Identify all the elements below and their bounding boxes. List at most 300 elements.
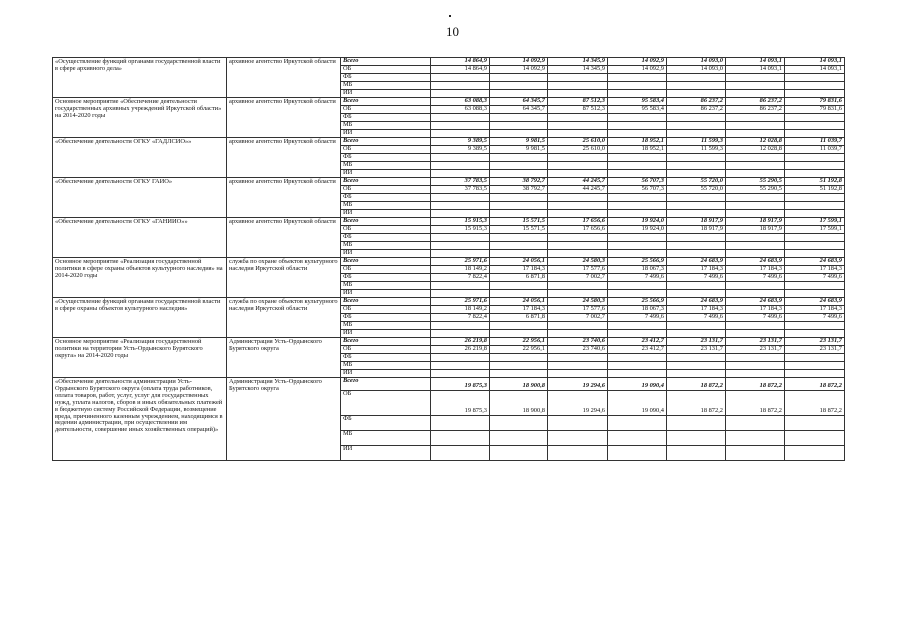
table-row	[53, 58, 845, 66]
amount-cell: 51 192,8	[785, 186, 845, 194]
amount-cell	[726, 74, 785, 82]
amount-cell: 25 566,9	[608, 258, 667, 266]
amount-cell	[608, 242, 667, 250]
amount-cell	[431, 330, 490, 338]
amount-cell: 44 245,7	[548, 186, 608, 194]
funding-source: ИИ	[341, 370, 431, 378]
amount-cell	[431, 362, 490, 370]
amount-cell	[608, 130, 667, 138]
funding-source: ФБ	[341, 234, 431, 242]
amount-cell: 18 872,2	[785, 391, 845, 416]
amount-cell	[490, 416, 548, 431]
amount-cell	[548, 362, 608, 370]
amount-cell	[490, 354, 548, 362]
amount-cell	[667, 282, 726, 290]
amount-cell: 24 683,9	[667, 258, 726, 266]
amount-cell	[490, 114, 548, 122]
amount-cell: 23 412,7	[608, 346, 667, 354]
funding-source: Всего	[341, 218, 431, 226]
amount-cell	[548, 210, 608, 218]
amount-cell	[608, 431, 667, 446]
amount-cell	[431, 90, 490, 98]
amount-cell	[667, 354, 726, 362]
amount-cell: 25 610,0	[548, 138, 608, 146]
amount-cell	[726, 250, 785, 258]
amount-cell	[431, 354, 490, 362]
activity-name: «Обеспечение деятельности ОГКУ «ГАНИИО»»	[53, 218, 227, 258]
funding-source: ИИ	[341, 330, 431, 338]
funding-source: ИИ	[341, 170, 431, 178]
funding-source: МБ	[341, 362, 431, 370]
amount-cell	[431, 250, 490, 258]
amount-cell: 6 871,8	[490, 314, 548, 322]
activity-name: Основное мероприятие «Реализация государственной политики на территории Усть-Ордынского Бурятского округа» на 2014-2020 годы	[53, 338, 227, 378]
executor: Администрация Усть-Ордынского Бурятского округа	[227, 338, 341, 378]
amount-cell	[548, 330, 608, 338]
amount-cell	[490, 154, 548, 162]
funding-source: Всего	[341, 98, 431, 106]
amount-cell	[490, 250, 548, 258]
amount-cell: 14 345,9	[548, 66, 608, 74]
amount-cell	[726, 446, 785, 461]
amount-cell	[726, 370, 785, 378]
funding-source: ОБ	[341, 226, 431, 234]
amount-cell	[490, 330, 548, 338]
amount-cell: 14 093,0	[667, 66, 726, 74]
amount-cell	[608, 90, 667, 98]
amount-cell	[726, 90, 785, 98]
amount-cell: 37 783,5	[431, 178, 490, 186]
amount-cell: 11 039,7	[785, 138, 845, 146]
amount-cell	[726, 194, 785, 202]
amount-cell: 14 093,1	[785, 66, 845, 74]
table-row	[53, 178, 845, 186]
amount-cell: 86 237,2	[726, 106, 785, 114]
table-row	[53, 138, 845, 146]
amount-cell	[726, 202, 785, 210]
amount-cell	[608, 290, 667, 298]
amount-cell: 18 900,8	[490, 378, 548, 391]
amount-cell	[667, 362, 726, 370]
amount-cell: 18 067,3	[608, 306, 667, 314]
amount-cell: 11 599,3	[667, 138, 726, 146]
amount-cell	[548, 242, 608, 250]
amount-cell: 7 499,6	[726, 314, 785, 322]
amount-cell: 38 792,7	[490, 186, 548, 194]
amount-cell: 7 499,6	[667, 314, 726, 322]
amount-cell	[608, 154, 667, 162]
amount-cell	[431, 242, 490, 250]
executor: архивное агентство Иркутской области	[227, 178, 341, 218]
amount-cell	[785, 242, 845, 250]
funding-source: МБ	[341, 242, 431, 250]
amount-cell: 79 831,6	[785, 106, 845, 114]
activity-name: Основное мероприятие «Реализация государственной политики в сфере охраны объектов культурного наследия» на 2014-2020 годы	[53, 258, 227, 298]
amount-cell	[726, 431, 785, 446]
amount-cell	[667, 330, 726, 338]
amount-cell: 19 924,0	[608, 218, 667, 226]
amount-cell: 14 092,9	[490, 58, 548, 66]
amount-cell: 18 872,2	[667, 391, 726, 416]
amount-cell: 19 875,3	[431, 378, 490, 391]
amount-cell: 17 577,6	[548, 266, 608, 274]
amount-cell	[785, 250, 845, 258]
amount-cell	[548, 122, 608, 130]
amount-cell	[431, 114, 490, 122]
funding-source: Всего	[341, 298, 431, 306]
amount-cell	[548, 282, 608, 290]
amount-cell	[667, 416, 726, 431]
amount-cell	[785, 370, 845, 378]
amount-cell: 23 131,7	[667, 346, 726, 354]
amount-cell	[726, 82, 785, 90]
amount-cell: 86 237,2	[667, 106, 726, 114]
amount-cell	[726, 154, 785, 162]
funding-source: МБ	[341, 82, 431, 90]
amount-cell: 7 002,7	[548, 274, 608, 282]
amount-cell	[667, 234, 726, 242]
executor: архивное агентство Иркутской области	[227, 138, 341, 178]
amount-cell	[490, 202, 548, 210]
amount-cell: 18 917,9	[726, 226, 785, 234]
amount-cell	[548, 114, 608, 122]
funding-source: ОБ	[341, 146, 431, 154]
funding-source: Всего	[341, 378, 431, 391]
amount-cell: 17 184,3	[490, 306, 548, 314]
amount-cell	[667, 114, 726, 122]
amount-cell: 23 740,6	[548, 338, 608, 346]
amount-cell	[548, 416, 608, 431]
amount-cell	[667, 250, 726, 258]
amount-cell	[608, 82, 667, 90]
amount-cell: 23 131,7	[726, 338, 785, 346]
amount-cell: 24 056,1	[490, 298, 548, 306]
amount-cell	[785, 170, 845, 178]
amount-cell	[667, 162, 726, 170]
amount-cell: 23 131,7	[785, 338, 845, 346]
amount-cell	[490, 362, 548, 370]
amount-cell	[667, 170, 726, 178]
amount-cell	[726, 416, 785, 431]
table-row	[53, 298, 845, 306]
amount-cell	[548, 130, 608, 138]
amount-cell	[667, 210, 726, 218]
amount-cell	[785, 234, 845, 242]
amount-cell: 7 499,6	[667, 274, 726, 282]
funding-source: ФБ	[341, 154, 431, 162]
amount-cell	[608, 330, 667, 338]
amount-cell	[608, 250, 667, 258]
amount-cell	[785, 114, 845, 122]
table-row	[53, 98, 845, 106]
amount-cell: 17 184,3	[726, 306, 785, 314]
amount-cell: 14 092,9	[608, 58, 667, 66]
funding-source: ФБ	[341, 274, 431, 282]
amount-cell: 18 067,3	[608, 266, 667, 274]
amount-cell: 56 707,3	[608, 178, 667, 186]
amount-cell	[785, 194, 845, 202]
amount-cell	[490, 130, 548, 138]
amount-cell	[608, 210, 667, 218]
amount-cell: 15 915,3	[431, 218, 490, 226]
amount-cell: 18 917,9	[667, 218, 726, 226]
amount-cell	[785, 162, 845, 170]
amount-cell: 24 580,3	[548, 258, 608, 266]
amount-cell: 11 039,7	[785, 146, 845, 154]
executor: архивное агентство Иркутской области	[227, 58, 341, 98]
amount-cell	[785, 354, 845, 362]
activity-name: «Обеспечение деятельности ОГКУ ГАИО»	[53, 178, 227, 218]
amount-cell	[785, 122, 845, 130]
amount-cell	[548, 74, 608, 82]
amount-cell: 17 656,6	[548, 218, 608, 226]
amount-cell: 14 093,1	[726, 66, 785, 74]
amount-cell	[490, 74, 548, 82]
amount-cell: 51 192,8	[785, 178, 845, 186]
amount-cell	[785, 362, 845, 370]
amount-cell	[785, 154, 845, 162]
amount-cell: 18 149,2	[431, 306, 490, 314]
amount-cell: 14 093,1	[785, 58, 845, 66]
amount-cell	[548, 90, 608, 98]
amount-cell	[726, 362, 785, 370]
amount-cell	[548, 162, 608, 170]
amount-cell	[431, 170, 490, 178]
amount-cell	[490, 282, 548, 290]
amount-cell: 55 720,0	[667, 178, 726, 186]
amount-cell: 7 822,4	[431, 314, 490, 322]
amount-cell	[726, 354, 785, 362]
amount-cell	[548, 354, 608, 362]
amount-cell	[608, 234, 667, 242]
amount-cell	[785, 74, 845, 82]
amount-cell: 17 184,3	[667, 306, 726, 314]
amount-cell	[785, 330, 845, 338]
amount-cell	[785, 322, 845, 330]
amount-cell	[667, 446, 726, 461]
amount-cell	[431, 322, 490, 330]
amount-cell	[548, 234, 608, 242]
amount-cell: 14 093,1	[726, 58, 785, 66]
amount-cell	[548, 290, 608, 298]
amount-cell: 19 090,4	[608, 378, 667, 391]
funding-source: ОБ	[341, 266, 431, 274]
amount-cell	[431, 162, 490, 170]
amount-cell: 7 499,6	[608, 274, 667, 282]
funding-source: ФБ	[341, 314, 431, 322]
amount-cell	[490, 242, 548, 250]
amount-cell: 14 864,9	[431, 58, 490, 66]
amount-cell	[608, 74, 667, 82]
activity-name: «Обеспечение деятельности ОГКУ «ГАДЛСИО»»	[53, 138, 227, 178]
amount-cell: 25 971,6	[431, 298, 490, 306]
scan-speck	[449, 15, 451, 17]
amount-cell: 17 184,3	[490, 266, 548, 274]
amount-cell	[608, 194, 667, 202]
amount-cell: 17 599,1	[785, 226, 845, 234]
amount-cell	[548, 82, 608, 90]
funding-source: ОБ	[341, 66, 431, 74]
amount-cell: 18 872,2	[726, 391, 785, 416]
amount-cell: 23 412,7	[608, 338, 667, 346]
amount-cell: 55 720,0	[667, 186, 726, 194]
amount-cell: 9 981,5	[490, 138, 548, 146]
amount-cell	[490, 210, 548, 218]
amount-cell: 9 389,5	[431, 146, 490, 154]
amount-cell	[608, 446, 667, 461]
funding-source: МБ	[341, 202, 431, 210]
amount-cell	[726, 234, 785, 242]
amount-cell: 23 740,6	[548, 346, 608, 354]
amount-cell: 14 345,9	[548, 58, 608, 66]
amount-cell: 7 499,6	[785, 314, 845, 322]
amount-cell: 18 917,9	[726, 218, 785, 226]
amount-cell	[785, 431, 845, 446]
amount-cell	[667, 370, 726, 378]
amount-cell: 24 683,9	[726, 298, 785, 306]
amount-cell	[726, 210, 785, 218]
amount-cell	[726, 170, 785, 178]
amount-cell: 24 683,9	[667, 298, 726, 306]
amount-cell	[431, 122, 490, 130]
amount-cell: 64 345,7	[490, 106, 548, 114]
amount-cell	[548, 250, 608, 258]
amount-cell: 7 822,4	[431, 274, 490, 282]
funding-source: МБ	[341, 162, 431, 170]
amount-cell	[726, 114, 785, 122]
amount-cell: 11 599,3	[667, 146, 726, 154]
activity-name: «Осуществление функций органами государственной власти в сфере охраны объектов культурного наследия»	[53, 298, 227, 338]
amount-cell: 7 499,6	[726, 274, 785, 282]
funding-source: МБ	[341, 322, 431, 330]
amount-cell: 15 571,5	[490, 226, 548, 234]
amount-cell	[490, 290, 548, 298]
amount-cell: 25 610,0	[548, 146, 608, 154]
amount-cell: 22 956,1	[490, 346, 548, 354]
budget-table	[52, 57, 845, 461]
amount-cell: 19 294,6	[548, 378, 608, 391]
amount-cell	[490, 234, 548, 242]
amount-cell: 25 971,6	[431, 258, 490, 266]
amount-cell	[726, 330, 785, 338]
amount-cell	[785, 202, 845, 210]
amount-cell	[667, 202, 726, 210]
amount-cell: 55 290,5	[726, 186, 785, 194]
funding-source: ИИ	[341, 210, 431, 218]
amount-cell: 9 981,5	[490, 146, 548, 154]
amount-cell: 14 092,9	[608, 66, 667, 74]
executor: архивное агентство Иркутской области	[227, 218, 341, 258]
executor: архивное агентство Иркутской области	[227, 98, 341, 138]
amount-cell	[608, 362, 667, 370]
amount-cell	[548, 322, 608, 330]
amount-cell	[548, 194, 608, 202]
funding-source: МБ	[341, 122, 431, 130]
amount-cell	[431, 194, 490, 202]
amount-cell: 44 245,7	[548, 178, 608, 186]
amount-cell	[667, 322, 726, 330]
amount-cell: 18 900,8	[490, 391, 548, 416]
amount-cell	[431, 210, 490, 218]
amount-cell: 86 237,2	[726, 98, 785, 106]
amount-cell	[431, 282, 490, 290]
funding-source: ФБ	[341, 114, 431, 122]
amount-cell	[490, 446, 548, 461]
amount-cell: 26 219,8	[431, 346, 490, 354]
amount-cell: 24 683,9	[726, 258, 785, 266]
amount-cell: 87 512,3	[548, 98, 608, 106]
amount-cell	[785, 282, 845, 290]
amount-cell	[667, 122, 726, 130]
amount-cell	[667, 154, 726, 162]
amount-cell: 24 683,9	[785, 298, 845, 306]
funding-source: ФБ	[341, 354, 431, 362]
amount-cell: 17 184,3	[726, 266, 785, 274]
page-number: 10	[446, 24, 459, 39]
amount-cell	[608, 114, 667, 122]
funding-source: ИИ	[341, 290, 431, 298]
amount-cell: 24 683,9	[785, 258, 845, 266]
amount-cell: 19 294,6	[548, 391, 608, 416]
amount-cell: 18 952,1	[608, 146, 667, 154]
funding-source: МБ	[341, 431, 431, 446]
amount-cell	[608, 416, 667, 431]
amount-cell	[608, 370, 667, 378]
funding-source: Всего	[341, 138, 431, 146]
amount-cell	[490, 370, 548, 378]
amount-cell	[785, 130, 845, 138]
funding-source: Всего	[341, 58, 431, 66]
amount-cell: 19 090,4	[608, 391, 667, 416]
amount-cell	[785, 446, 845, 461]
amount-cell	[548, 202, 608, 210]
amount-cell	[726, 130, 785, 138]
amount-cell: 17 656,6	[548, 226, 608, 234]
amount-cell: 7 002,7	[548, 314, 608, 322]
amount-cell: 79 831,6	[785, 98, 845, 106]
amount-cell: 7 499,6	[608, 314, 667, 322]
amount-cell	[490, 431, 548, 446]
executor: служба по охране объектов культурного наследия Иркутской области	[227, 298, 341, 338]
amount-cell: 12 028,8	[726, 146, 785, 154]
amount-cell	[431, 82, 490, 90]
amount-cell	[431, 130, 490, 138]
amount-cell: 23 131,7	[667, 338, 726, 346]
funding-source: ОБ	[341, 346, 431, 354]
amount-cell: 18 872,2	[785, 378, 845, 391]
amount-cell	[490, 170, 548, 178]
funding-source: МБ	[341, 282, 431, 290]
amount-cell: 19 924,0	[608, 226, 667, 234]
amount-cell: 87 512,3	[548, 106, 608, 114]
amount-cell	[667, 194, 726, 202]
funding-source: ИИ	[341, 446, 431, 461]
amount-cell	[726, 290, 785, 298]
funding-source: ИИ	[341, 250, 431, 258]
amount-cell	[431, 370, 490, 378]
amount-cell	[490, 122, 548, 130]
amount-cell: 12 028,8	[726, 138, 785, 146]
amount-cell	[490, 82, 548, 90]
amount-cell: 15 571,5	[490, 218, 548, 226]
table-row	[53, 378, 845, 391]
amount-cell	[490, 162, 548, 170]
funding-source: Всего	[341, 258, 431, 266]
amount-cell	[785, 210, 845, 218]
activity-name: «Обеспечение деятельности администрации Усть-Ордынского Бурятского округа (оплата труда работников, оплата товаров, работ, услуг, услуг для государственных нужд, уплата налогов, сборов и иных обязательных платежей в бюджетную систему Российской Федерации, возмещение вреда, причиненного казенным учреждением, находящимся в ведении администрации, при осуществлении им деятельности, совершение иных хозяйственных операций)»	[53, 378, 227, 461]
amount-cell: 23 131,7	[726, 346, 785, 354]
amount-cell: 18 952,1	[608, 138, 667, 146]
